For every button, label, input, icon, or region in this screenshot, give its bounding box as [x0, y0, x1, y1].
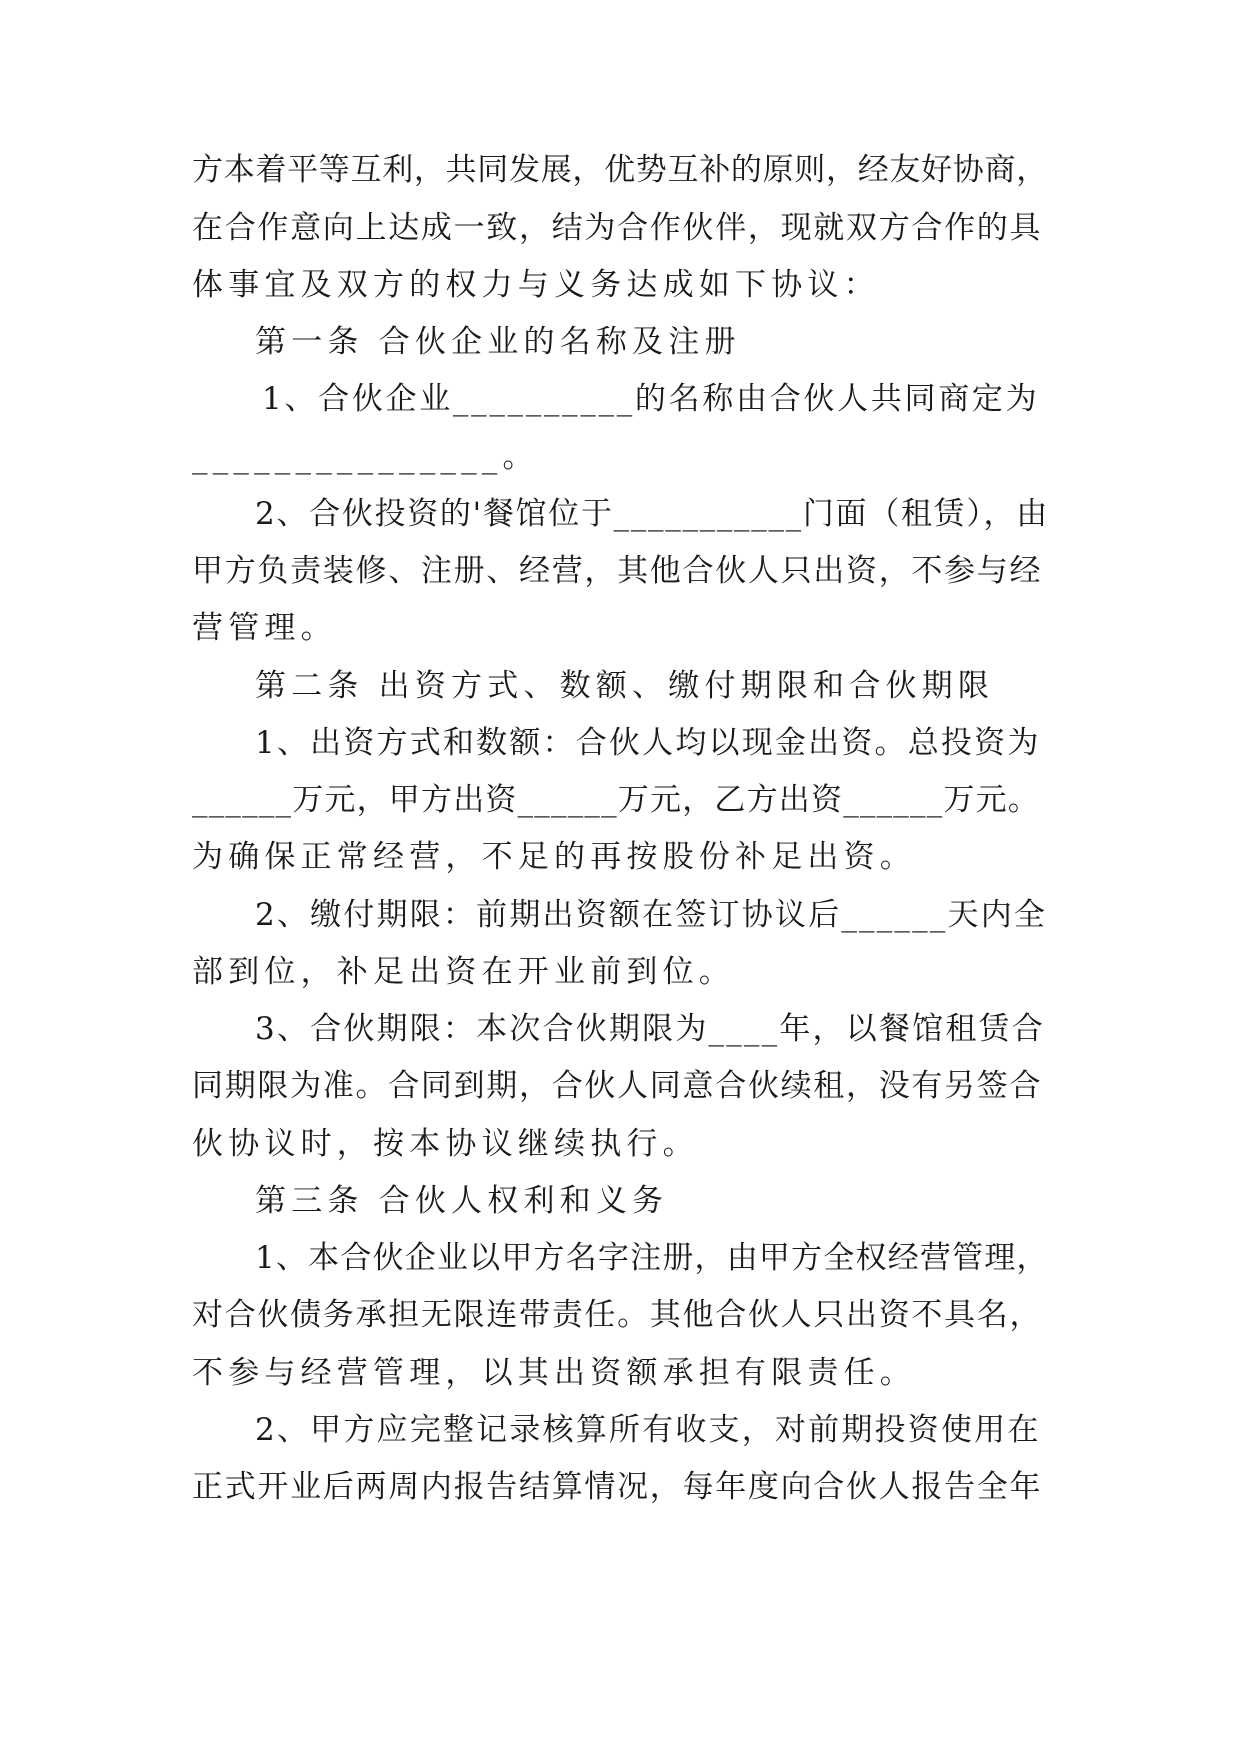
body-text-line: 同期限为准。合同到期，合伙人同意合伙续租，没有另签合: [192, 1068, 1043, 1104]
body-text-line: 1、合伙企业__________的名称由合伙人共同商定为: [262, 381, 1040, 417]
body-text-line: 体事宜及双方的权力与义务达成如下协议：: [192, 267, 880, 303]
body-text-line: 营管理。: [192, 610, 337, 646]
body-text-line: 3、合伙期限：本次合伙期限为____年，以餐馆租赁合: [255, 1011, 1045, 1047]
body-text-line: 2、合伙投资的'餐馆位于___________门面（租赁），由: [255, 496, 1049, 532]
body-text-line: 正式开业后两周内报告结算情况，每年度向合伙人报告全年: [192, 1469, 1043, 1505]
body-text-line: 1、本合伙企业以甲方名字注册，由甲方全权经营管理，: [255, 1240, 1049, 1276]
body-text-line: ______万元，甲方出资______万元，乙方出资______万元。: [192, 782, 1040, 818]
body-text-line: 在合作意向上达成一致，结为合作伙伴，现就双方合作的具: [192, 210, 1043, 246]
body-text-line: 2、甲方应完整记录核算所有收支，对前期投资使用在: [255, 1412, 1041, 1448]
body-text-line: 方本着平等互利，共同发展，优势互补的原则，经友好协商，: [192, 152, 1048, 188]
body-text-line: _______________。: [192, 439, 539, 475]
body-text-line: 部到位，补足出资在开业前到位。: [192, 954, 735, 990]
body-text-line: 1、出资方式和数额：合伙人均以现金出资。总投资为: [255, 725, 1041, 761]
body-text-line: 2、缴付期限：前期出资额在签订协议后______天内全: [255, 897, 1048, 933]
body-text-line: 对合伙债务承担无限连带责任。其他合伙人只出资不具名，: [192, 1297, 1043, 1333]
article-heading-1: 第一条 合伙企业的名称及注册: [255, 324, 741, 360]
article-heading-3: 第三条 合伙人权利和义务: [255, 1183, 669, 1219]
body-text-line: 甲方负责装修、注册、经营，其他合伙人只出资，不参与经: [192, 553, 1043, 589]
body-text-line: 伙协议时，按本协议继续执行。: [192, 1126, 699, 1162]
article-heading-2: 第二条 出资方式、数额、缴付期限和合伙期限: [255, 668, 995, 704]
body-text-line: 为确保正常经营，不足的再按股份补足出资。: [192, 839, 916, 875]
body-text-line: 不参与经营管理，以其出资额承担有限责任。: [192, 1355, 916, 1391]
